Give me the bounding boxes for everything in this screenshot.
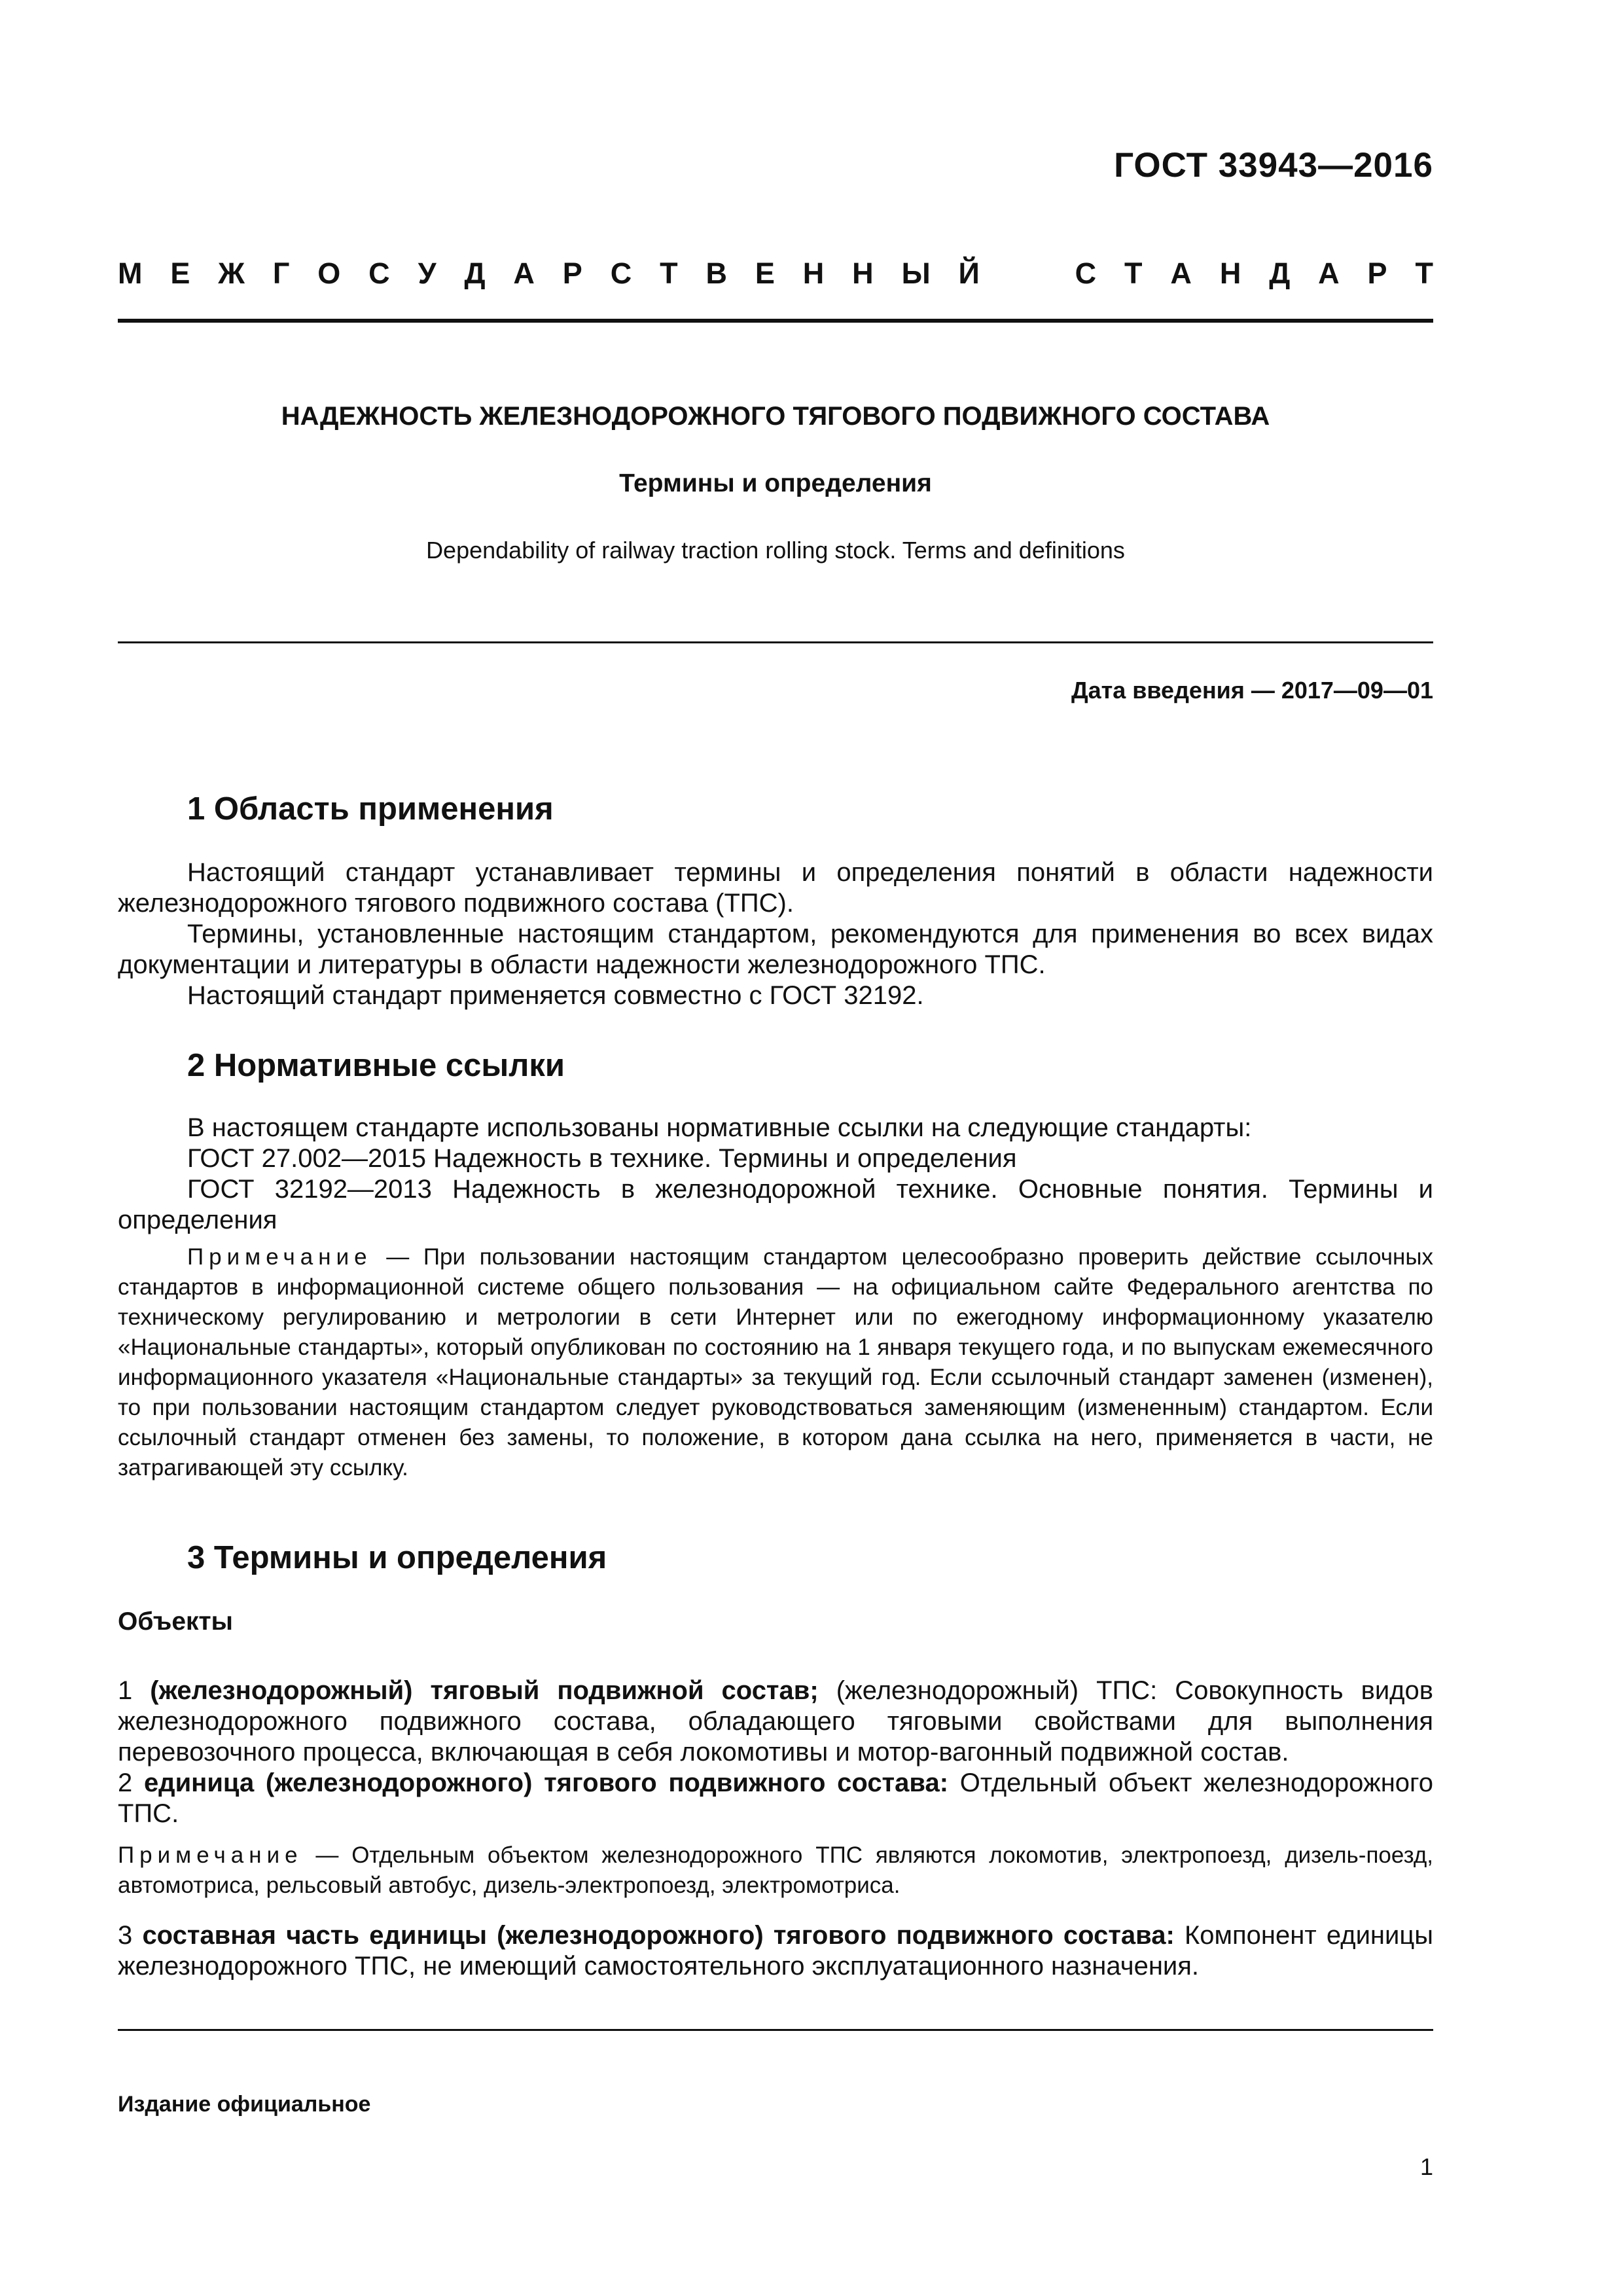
banner-letter: Е [755,257,775,290]
section-2-heading: 2 Нормативные ссылки [187,1048,565,1083]
banner-letter: У [418,257,437,290]
banner-letter: Е [170,257,190,290]
section-1-paragraph-1: Настоящий стандарт устанавливает термины и определения понятий в области надежности железнодорожного тягового подвижного состава (ТПС). [118,858,1433,918]
banner-letter: О [317,257,341,290]
banner-letter: Г [272,257,290,290]
document-subtitle: Термины и определения [619,469,932,497]
section-1-heading: 1 Область применения [187,791,554,827]
banner-letter: Ж [218,257,245,290]
banner-letter: Т [660,257,678,290]
introduction-date: Дата введения — 2017—09—01 [1071,677,1433,704]
banner-letter: С [1075,257,1097,290]
subsection-objects-heading: Объекты [118,1607,233,1636]
term-2: 2 единица (железнодорожного) тягового подвижного состава: Отдельный объект железнодорожного ТПС. [118,1768,1434,1828]
official-edition-label: Издание официальное [118,2092,371,2117]
banner-letter: Д [464,257,486,290]
footer-rule [118,2029,1433,2031]
page-number: 1 [1419,2153,1433,2180]
banner-letter: Й [958,257,980,290]
banner-letter: А [1318,257,1340,290]
banner-letter: С [610,257,632,290]
section-2-note: Примечание — При пользовании настоящим стандартом целесообразно проверить действие ссылочных стандартов в информационной системе общего пользования — на официальном сайте Федерального агентства по техническому регулированию и метрологии в сети Интернет или по ежегодному информационному указателю «Национальные стандарты», который опубликован по состоянию на 1 января текущего года, и по выпускам ежемесячного информационного указателя «Национальные стандарты» за текущий год. Если ссылочный стандарт заменен (изменен), то при пользовании настоящим стандартом следует руководствоваться заменяющим (измененным) стандартом. Если ссылочный стандарт отменен без замены, то положение, в котором дана ссылка на него, применяется в части, не затрагивающей эту ссылку. [118,1244,1433,1480]
banner-letter: В [705,257,727,290]
document-number: ГОСТ 33943—2016 [1114,146,1433,185]
term-2-note: Примечание — Отдельным объектом железнодорожного ТПС являются локомотив, электропоезд, дизель-поезд, автомотриса, рельсовый автобус, дизель-электропоезд, электромотриса. [118,1842,1433,1898]
banner-word-gap [1008,257,1047,291]
section-3-heading: 3 Термины и определения [187,1540,607,1575]
banner-letter: Т [1415,257,1433,290]
interstate-standard-banner [118,257,1433,291]
banner-letter: А [513,257,535,290]
reference-gost-27002: ГОСТ 27.002—2015 Надежность в технике. Термины и определения [187,1144,1017,1173]
banner-letter: Ы [901,257,931,290]
section-2-paragraph-1: В настоящем стандарте использованы нормативные ссылки на следующие стандарты: [187,1113,1252,1142]
english-title: Dependability of railway traction rolling stock. Terms and definitions [426,537,1125,564]
term-3: 3 составная часть единицы (железнодорожного) тягового подвижного состава: Компонент единицы железнодорожного ТПС, не имеющий самостоятельного эксплуатационного назначения. [118,1921,1434,1981]
banner-letter: Д [1269,257,1291,290]
banner-letter: С [368,257,390,290]
section-1-paragraph-3: Настоящий стандарт применяется совместно с ГОСТ 32192. [187,981,924,1010]
term-1: 1 (железнодорожный) тяговый подвижной состав; (железнодорожный) ТПС: Совокупность видов железнодорожного подвижного состава, обладающего тяговыми свойствами для выполнения перевозочного процесса, включающая в себя локомотивы и мотор-вагонный подвижной состав. [118,1676,1434,1767]
banner-letter: Н [852,257,874,290]
section-1-paragraph-2: Термины, установленные настоящим стандартом, рекомендуются для применения во всех видах документации и литературы в области надежности железнодорожного ТПС. [118,920,1433,979]
banner-letter: Н [1219,257,1241,290]
banner-letter: М [118,257,143,290]
banner-letter: А [1170,257,1192,290]
header-rule [118,319,1433,323]
banner-letter: Р [1367,257,1387,290]
reference-gost-32192: ГОСТ 32192—2013 Надежность в железнодорожной технике. Основные понятия. Термины и определения [118,1175,1433,1234]
banner-letter: Н [802,257,825,290]
banner-letter: Р [562,257,582,290]
title-rule [118,641,1433,643]
document-title: НАДЕЖНОСТЬ ЖЕЛЕЗНОДОРОЖНОГО ТЯГОВОГО ПОДВИЖНОГО СОСТАВА [281,402,1270,431]
banner-letter: Т [1124,257,1143,290]
